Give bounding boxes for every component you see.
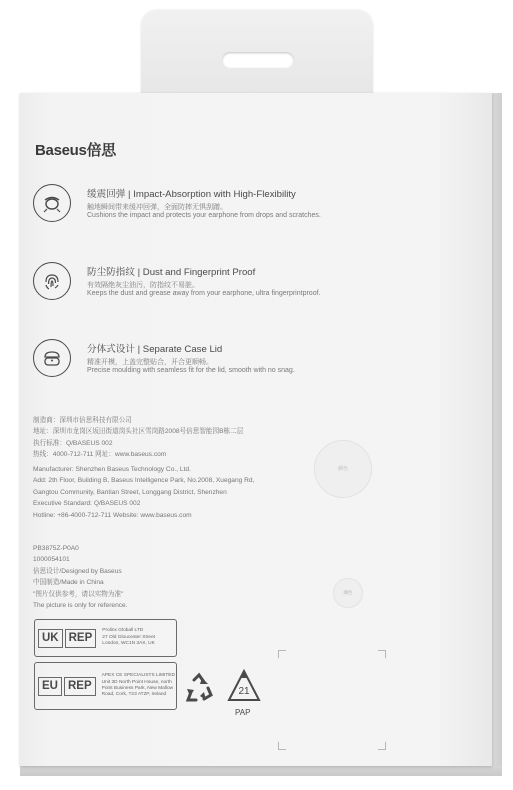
box-bottom xyxy=(20,766,502,776)
impact-shield-icon xyxy=(33,184,71,222)
feature-desc-cn: 有效隔绝灰尘油污，防指纹不易脏。 xyxy=(87,282,199,289)
eu-rep-box xyxy=(34,662,177,710)
made-in: 中国制造/Made in China xyxy=(33,579,104,587)
color-marker-text: 颜色 xyxy=(337,465,348,472)
address-line: Unit 3D North Point House, north xyxy=(101,679,172,685)
product-code: 1000054101 xyxy=(33,556,70,564)
manufacturer-info-en xyxy=(33,464,254,521)
address-line: 27 Old Gloucester Street xyxy=(102,634,156,640)
color-marker-small xyxy=(333,578,363,608)
rep-tag: REP xyxy=(65,629,97,648)
info-line: Executive Standard: Q/BASEUS 002 xyxy=(33,500,141,508)
feature-desc-en: Keeps the dust and grease away from your earphone, ultra fingerprintproof. xyxy=(87,290,321,297)
recycle-icon xyxy=(182,672,216,706)
info-line: Hotline: +86-4000-712-711 Website: www.baseus.com xyxy=(33,511,192,519)
case-lid-icon xyxy=(33,339,71,377)
address-line: London, WC1N 3AX, UK xyxy=(102,641,155,647)
info-line: Add: 2th Floor, Building B, Baseus Intelligence Park, No.2008, Xuegang Rd, xyxy=(33,477,255,485)
hang-tab xyxy=(141,10,373,100)
address-line: Road, Cork, T23 AT2P, Ireland xyxy=(101,692,167,698)
info-line: 热线：4000-712-711 网址：www.baseus.com xyxy=(33,451,167,459)
disclaimer-en: The picture is only for reference. xyxy=(33,602,128,610)
corner-mark xyxy=(278,742,286,750)
uk-rep-box xyxy=(34,619,177,657)
color-marker xyxy=(314,440,372,498)
recycle-number: 21 xyxy=(238,686,250,697)
info-line: 制造商：深圳市倍思科技有限公司 xyxy=(33,417,132,424)
corner-mark xyxy=(278,650,286,658)
box-side xyxy=(492,93,502,766)
feature-desc-cn: 精准开模，上盖完整贴合，开合更顺畅。 xyxy=(87,359,213,366)
disclaimer-cn: "图片仅供参考，请以实物为准" xyxy=(33,590,124,598)
color-marker-small-text: 颜色 xyxy=(343,590,353,595)
pap-label: PAP xyxy=(235,708,251,717)
feature-title: 防尘防指纹 | Dust and Fingerprint Proof xyxy=(87,267,256,278)
feature-desc-cn: 触地瞬间带来缓冲回弹，全面防摔无惧刮蹭。 xyxy=(87,204,227,211)
product-info xyxy=(33,543,128,611)
fingerprint-icon xyxy=(33,262,71,300)
feature-title: 分体式设计 | Separate Case Lid xyxy=(87,344,223,355)
info-line: 地址：深圳市龙岗区坂田街道岗头社区雪岗路2008号倍思智能园B栋二层 xyxy=(33,428,244,436)
feature-desc-en: Cushions the impact and protects your earphone from drops and scratches. xyxy=(87,212,321,219)
info-line: Manufacturer: Shenzhen Baseus Technology Co., Ltd. xyxy=(33,466,191,473)
uk-rep-address xyxy=(102,628,155,647)
product-model: PB3875Z-P0A0 xyxy=(33,545,79,552)
hang-hole xyxy=(222,52,294,68)
eu-tag: EU xyxy=(38,677,62,696)
feature-desc-en: Precise moulding with seamless fit for the lid, smooth with no snag. xyxy=(87,367,295,374)
eu-rep-address xyxy=(102,673,175,699)
address-line: APEX CE SPECIALISTS LIMITED xyxy=(101,673,175,679)
feature-title: 缓震回弹 | Impact-Absorption with High-Flexibility xyxy=(87,189,296,200)
rep-tag: REP xyxy=(64,677,96,696)
brand-logo: Baseus倍思 xyxy=(35,142,116,159)
address-line: Point Business Park, New Mallow xyxy=(101,686,174,691)
corner-mark xyxy=(378,742,386,750)
info-line: 执行标准：Q/BASEUS 002 xyxy=(33,439,113,447)
uk-tag: UK xyxy=(38,629,63,648)
pap-recycle-icon xyxy=(226,668,262,706)
designed-by: 倍思设计/Designed by Baseus xyxy=(33,567,122,575)
info-line: Gangtou Community, Bantian Street, Longgang District, Shenzhen xyxy=(33,488,227,496)
manufacturer-info-cn xyxy=(33,415,243,461)
corner-mark xyxy=(378,650,386,658)
address-line: Prolinx Globall LTD xyxy=(102,628,144,634)
